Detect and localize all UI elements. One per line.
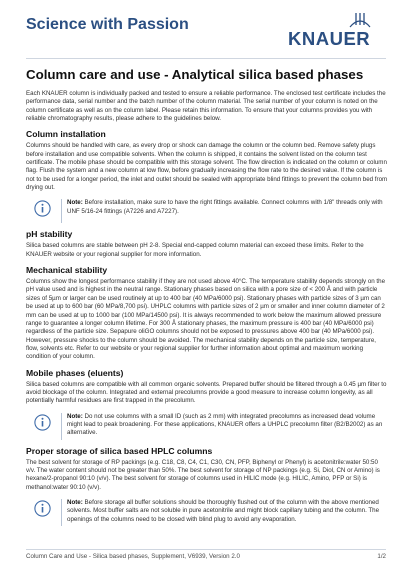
note-divider (61, 199, 62, 223)
note-body: Do not use columns with a small ID (such as 2 mm) with integrated precolumns as increased dead volume might lead to peak broadening. For these applications, KNAUER offers a UHPLC precolumn filter (B2/B2002) as an alternative. (67, 412, 383, 437)
page-number: 1/2 (377, 553, 386, 560)
footer-document-info: Column Care and Use - Silica based phases, Supplement, V6939, Version 2.0 (26, 553, 240, 560)
note-text (67, 413, 388, 438)
brand-tagline: Science with Passion (26, 16, 189, 33)
section-heading-mechanical: Mechanical stability (26, 265, 108, 276)
note-label: Note: (67, 412, 83, 420)
ph-paragraph: Silica based columns are stable between pH 2-8. Special end-capped column material can exceed these limits. Refer to the KNAUER website or your regional supplier for more information. (26, 242, 364, 258)
note-label: Note: (67, 199, 83, 207)
installation-paragraph: Columns should be handled with care, as every drop or shock can damage the column or the column bed. Remove safety plugs before installation and use compatible solvents. When the column is shipped, it contains the solvent listed on the column test certificate. The mobile phase should be compatible with this storage solvent. The flow direction is indicated on the column or column flag. Flush the system and a new column at low flow, before gradually increasing the flow rate to the desired value. If the column is not to be used for a longer period, the inlet and outlet should be sealed with appropriate blind fittings to prevent the column bed from drying out. (26, 142, 388, 192)
info-icon (34, 200, 51, 217)
info-icon (34, 414, 51, 431)
section-heading-mobile: Mobile phases (eluents) (26, 367, 124, 378)
note-divider (61, 499, 62, 526)
note-mobile (26, 411, 388, 440)
note-text (67, 499, 388, 524)
mechanical-paragraph: Columns show the longest performance stability if they are not used above 40°C. The temperature stability depends strongly on the pH value used and is highest in the neutral range. Stationary phases based on silica with a pore size of < 200 Å and with particle sizes of 5µm or larger can be used routinely at up to 400 bar (40 MPa/6000 psi). Stationary phases with particle sizes of 3 µm can be used at up to 600 bar (60 MPa/8,700 psi). UHPLC columns with particle sizes of 2 µm or smaller and inner column diameter of 2 mm can be used at up to 1000 bar (100 MPa/14500 psi). It is always recommended to work below the maximum allowed pressure range to guarantee a longer column lifetime. For 300 Å stationary phases, the maximum pressure is 400 bar (40 MPa/6000 psi) regardless of the particle size. Sepapure oliGO columns should not be exposed to pressures above 400 bar (40 MPa/6000 psi). However, pressure shocks to the column should be avoided. The mechanical stability depends on the particle size, temperature, flow, solvents etc. Refer to our website or your regional supplier for further information about optimal and maximum working condition of your column. (26, 278, 386, 361)
note-text (67, 199, 388, 216)
info-icon (34, 500, 51, 517)
section-heading-storage: Proper storage of silica based HPLC columns (26, 445, 213, 456)
storage-paragraph: The best solvent for storage of RP packings (e.g. C18, C8, C4, C1, C30, CN, PFP, Biphenyl or Phenyl) is acetonitrile:water 50:50 v/v. The water content should not be greater than 50%. The best solvent for storage of NP packings (e.g. Si, Diol, CN or Amino) is hexane/2-propanol 90:10 (v/v). The best solvent for storage of columns used in HILIC mode (e.g. HILIC, Amino, PFP or Si) is methanol:water 90:10 (v/v). (26, 458, 380, 491)
header-divider (26, 58, 386, 59)
page-header (0, 0, 411, 59)
section-heading-installation: Column installation (26, 129, 106, 140)
logo-wordmark: KNAUER (288, 28, 371, 49)
note-body: Before storage all buffer solutions should be thoroughly flushed out of the column with the above mentioned solvents. Most buffer salts are not soluble in pure acetonitrile and might block capillary tubing and the column. The openings of the columns need to be closed with blind plug to avoid any evaporation. (67, 499, 380, 523)
mobile-paragraph: Silica based columns are compatible with all common organic solvents. Prepared buffer should be filtered through a 0.45 µm filter to avoid blockage of the column. Integrated and external precolumns provide a good measure to increase column longevity, as all potentially harmful residues are first trapped in the precolumn. (26, 380, 387, 405)
document-title: Column care and use - Analytical silica based phases (26, 67, 364, 82)
note-divider (61, 413, 62, 440)
note-storage (26, 497, 388, 526)
note-installation (26, 197, 388, 223)
note-body: Before installation, make sure to have the right fittings available. Connect columns with 1/8" threads only with UNF 5/16-24 fittings (A7226 and A7227). (67, 199, 383, 215)
note-label: Note: (67, 499, 83, 506)
footer-divider (26, 549, 386, 550)
knauer-logo (280, 11, 392, 51)
section-heading-ph: pH stability (26, 229, 73, 240)
main-content (26, 67, 388, 531)
intro-paragraph: Each KNAUER column is individually packed and tested to ensure a reliable performance. The enclosed test certificate includes the performance data, serial number and the batch number of the column material. The serial number of your column is noted on the column certificate as well as on the column label. Please retain this information. To ensure that your columns provides you with reliable chromatography results, please adhere to the guidelines below. (26, 90, 386, 123)
